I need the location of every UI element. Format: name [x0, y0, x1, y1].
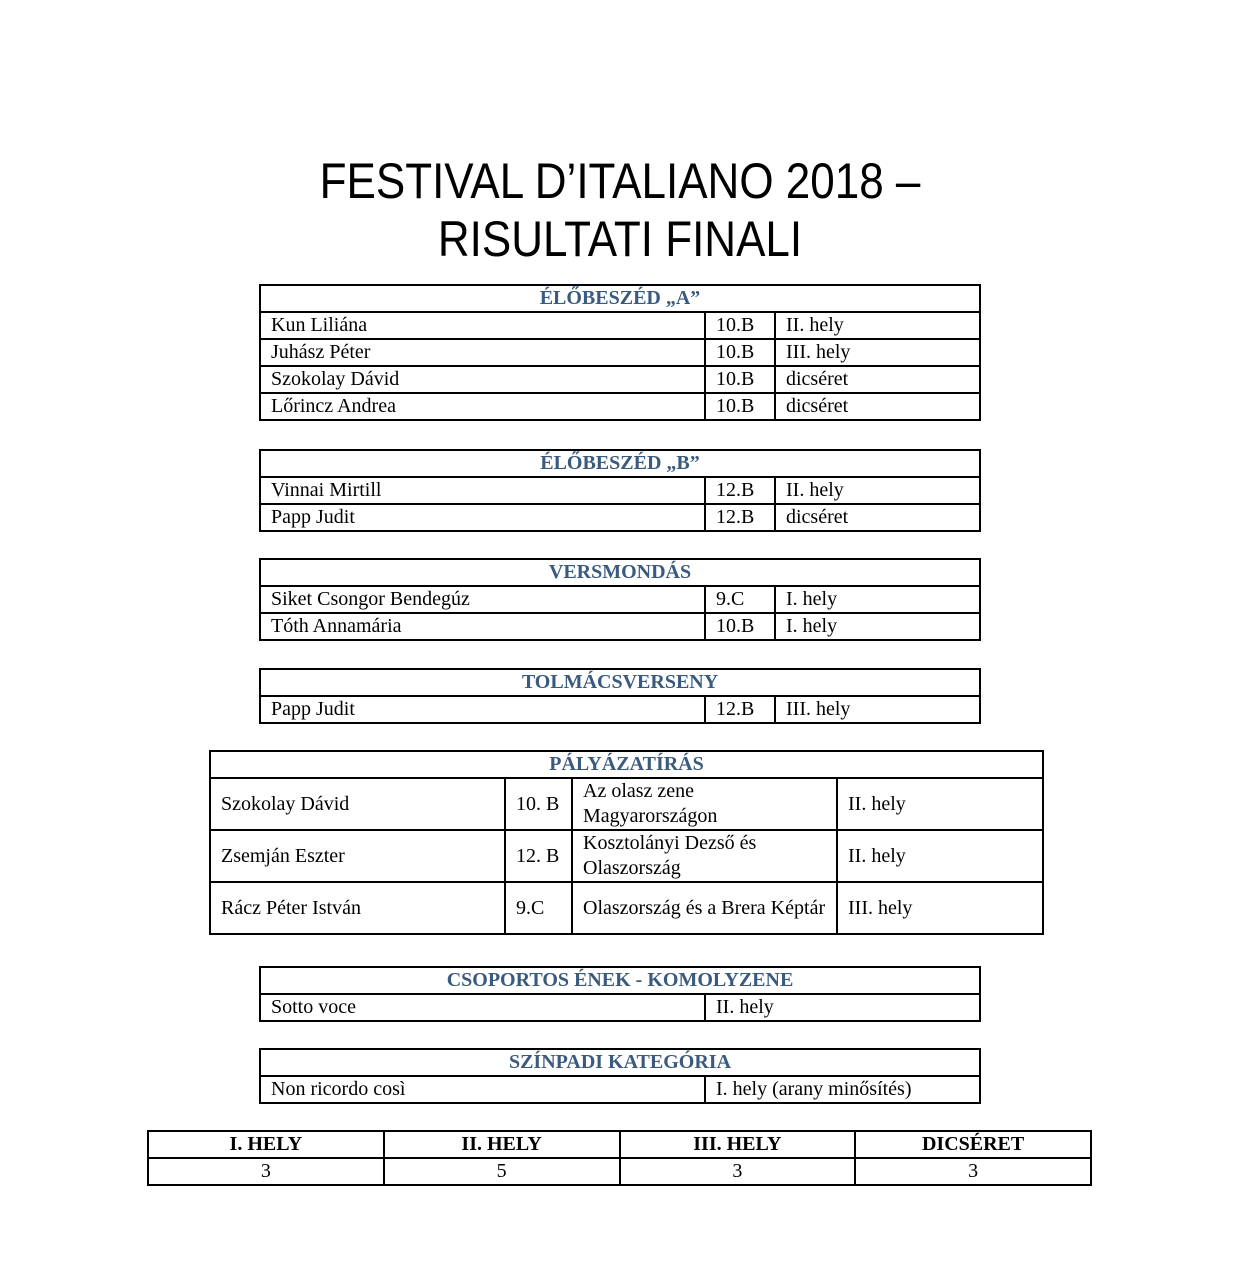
table-row: [260, 393, 980, 420]
result-cell: III. hely: [775, 696, 980, 723]
title-line-1: FESTIVAL D’ITALIANO 2018 –: [319, 153, 921, 209]
class-cell: 10.B: [705, 613, 775, 640]
class-cell: 10.B: [705, 393, 775, 420]
result-cell: II. hely: [837, 778, 1043, 830]
essay-title-cell: Olaszország és a Brera Képtár: [572, 882, 837, 934]
summary-header-row: [148, 1131, 1091, 1158]
name-cell: Vinnai Mirtill: [260, 477, 705, 504]
section-header: PÁLYÁZATÍRÁS: [210, 751, 1043, 778]
summary-header: DICSÉRET: [855, 1131, 1091, 1158]
table-row: [260, 366, 980, 393]
table-row: [260, 312, 980, 339]
result-cell: dicséret: [775, 366, 980, 393]
szinpadi-table: [259, 1048, 981, 1104]
result-cell: II. hely: [775, 477, 980, 504]
table-row: [260, 696, 980, 723]
table-row: [260, 613, 980, 640]
table-row: [260, 994, 980, 1021]
name-cell: Sotto voce: [260, 994, 705, 1021]
essay-title-cell: Az olasz zene Magyarországon: [572, 778, 837, 830]
section-header: ÉLŐBESZÉD „B”: [260, 450, 980, 477]
table-row: [210, 830, 1043, 882]
name-cell: Kun Liliána: [260, 312, 705, 339]
class-cell: 9.C: [505, 882, 572, 934]
table-row: [260, 339, 980, 366]
section-header: VERSMONDÁS: [260, 559, 980, 586]
versmondas-table: [259, 558, 981, 641]
name-cell: Papp Judit: [260, 504, 705, 531]
name-cell: Siket Csongor Bendegúz: [260, 586, 705, 613]
table-row: [260, 477, 980, 504]
result-cell: III. hely: [837, 882, 1043, 934]
result-cell: II. hely: [775, 312, 980, 339]
name-cell: Non ricordo così: [260, 1076, 705, 1103]
section-header: ÉLŐBESZÉD „A”: [260, 285, 980, 312]
table-row: [210, 882, 1043, 934]
class-cell: 10.B: [705, 339, 775, 366]
class-cell: 12.B: [705, 477, 775, 504]
table-row: [260, 1076, 980, 1103]
table-row: [210, 778, 1043, 830]
name-cell: Lőrincz Andrea: [260, 393, 705, 420]
result-cell: II. hely: [705, 994, 980, 1021]
palyazatiras-table: [209, 750, 1044, 935]
class-cell: 10.B: [705, 312, 775, 339]
result-cell: I. hely: [775, 586, 980, 613]
summary-table: [147, 1130, 1092, 1186]
title-line-2: RISULTATI FINALI: [437, 211, 803, 267]
name-cell: Zsemján Eszter: [210, 830, 505, 882]
class-cell: 10.B: [705, 366, 775, 393]
result-cell: I. hely (arany minősítés): [705, 1076, 980, 1103]
class-cell: 9.C: [705, 586, 775, 613]
essay-title-cell: Kosztolányi Dezső és Olaszország: [572, 830, 837, 882]
name-cell: Tóth Annamária: [260, 613, 705, 640]
table-row: [260, 586, 980, 613]
class-cell: 12.B: [705, 504, 775, 531]
elobeszed-b-table: [259, 449, 981, 532]
class-cell: 10. B: [505, 778, 572, 830]
csoportos-enek-table: [259, 966, 981, 1022]
elobeszed-a-table: [259, 284, 981, 421]
class-cell: 12.B: [705, 696, 775, 723]
tolmacsverseny-table: [259, 668, 981, 724]
summary-value: 3: [148, 1158, 384, 1185]
section-header: TOLMÁCSVERSENY: [260, 669, 980, 696]
summary-header: II. HELY: [384, 1131, 620, 1158]
name-cell: Papp Judit: [260, 696, 705, 723]
result-cell: dicséret: [775, 393, 980, 420]
name-cell: Rácz Péter István: [210, 882, 505, 934]
name-cell: Szokolay Dávid: [260, 366, 705, 393]
result-cell: dicséret: [775, 504, 980, 531]
result-cell: III. hely: [775, 339, 980, 366]
result-cell: I. hely: [775, 613, 980, 640]
name-cell: Szokolay Dávid: [210, 778, 505, 830]
table-row: [260, 504, 980, 531]
summary-value: 3: [855, 1158, 1091, 1185]
summary-header: III. HELY: [620, 1131, 856, 1158]
name-cell: Juhász Péter: [260, 339, 705, 366]
summary-value: 3: [620, 1158, 856, 1185]
summary-header: I. HELY: [148, 1131, 384, 1158]
class-cell: 12. B: [505, 830, 572, 882]
summary-value-row: [148, 1158, 1091, 1185]
section-header: CSOPORTOS ÉNEK - KOMOLYZENE: [260, 967, 980, 994]
page-title: [74, 152, 1165, 268]
result-cell: II. hely: [837, 830, 1043, 882]
summary-value: 5: [384, 1158, 620, 1185]
section-header: SZÍNPADI KATEGÓRIA: [260, 1049, 980, 1076]
